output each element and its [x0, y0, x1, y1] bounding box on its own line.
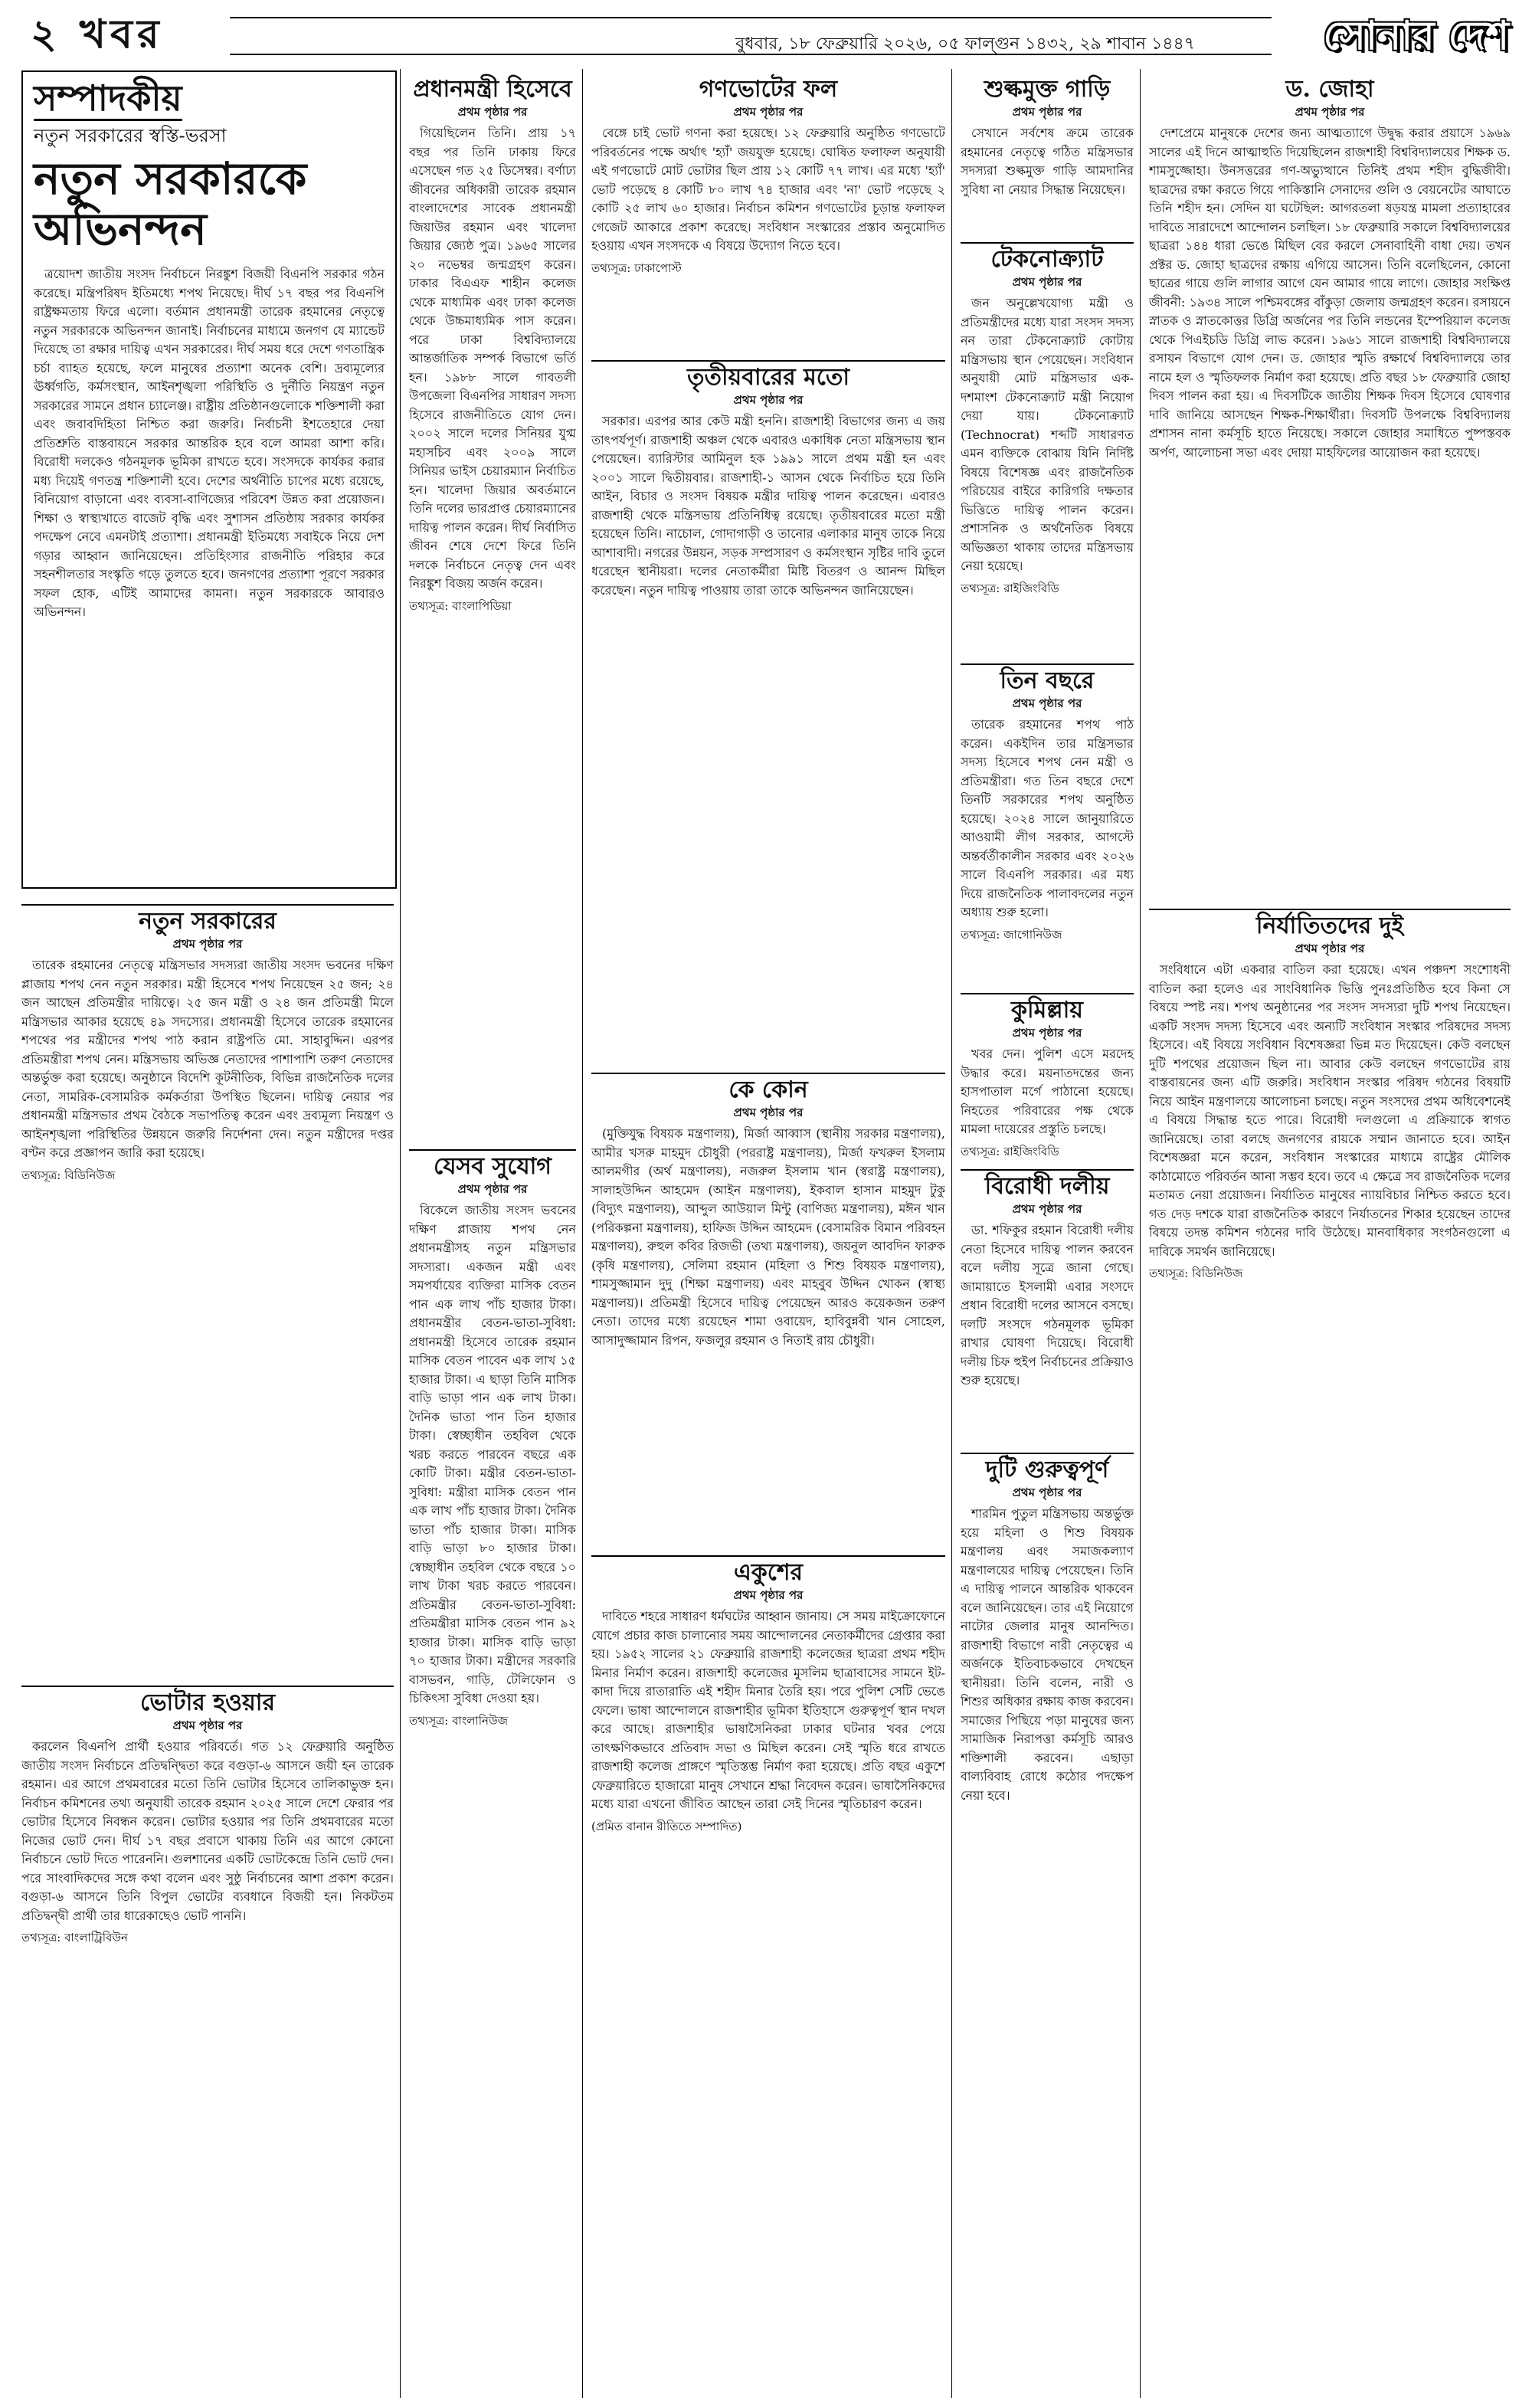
- article-title: নির্যাতিতদের দুই: [1255, 912, 1404, 939]
- article-subtitle: প্রথম পৃষ্ঠার পর: [1012, 275, 1082, 289]
- article-subtitle: প্রথম পৃষ্ঠার পর: [1012, 105, 1082, 119]
- article-body: জন অনুল্লেখযোগ্য মন্ত্রী ও প্রতিমন্ত্রীদের মধ্যে যারা সংসদ সদস্য নন তারা টেকনোক্র্যাট কোটায় মন্ত্রিসভায় স্থান পেয়েছেন। সংবিধান অনুযায়ী মোট মন্ত্রিসভার এক-দশমাংশ টেকনোক্র্যাট মন্ত্রী নিয়োগ দেয়া যায়। টেকনোক্র্যাট (Technocrat) শব্দটি সাধারণত এমন ব্যক্তিকে বোঝায় যিনি নির্দিষ্ট বিষয়ে বিশেষজ্ঞ এবং রাজনৈতিক পরিচয়ের বাইরে কারিগরি দক্ষতার ভিত্তিতে দায়িত্ব পালন করেন। প্রশাসনিক ও অর্থনৈতিক বিষয়ে অভিজ্ঞতা থাকায় তাদের মন্ত্রিসভায় নেয়া হয়েছে।: [961, 296, 1134, 573]
- article-body: (মুক্তিযুদ্ধ বিষয়ক মন্ত্রণালয়), মির্জা আব্বাস (স্থানীয় সরকার মন্ত্রণালয়), আমীর খসরু মাহমুদ চৌধুরী (পররাষ্ট্র মন্ত্রণালয়), মির্জা ফখরুল ইসলাম আলমগীর (অর্থ মন্ত্রণালয়), নজরুল ইসলাম খান (স্বরাষ্ট্র মন্ত্রণালয়), সালাহউদ্দিন আহমেদ (আইন মন্ত্রণালয়), ইকবাল হাসান মাহমুদ টুকু (বিদ্যুৎ মন্ত্রণালয়), আব্দুল আউয়াল মিন্টু (বাণিজ্য মন্ত্রণালয়), মঈন খান (পরিকল্পনা মন্ত্রণালয়), হাফিজ উদ্দিন আহমেদ (বেসামরিক বিমান পরিবহন মন্ত্রণালয়), রুহুল কবির রিজভী (তথ্য মন্ত্রণালয়), জয়নুল আবদিন ফারুক (কৃষি মন্ত্রণালয়), সেলিমা রহমান (মহিলা ও শিশু বিষয়ক মন্ত্রণালয়), শামসুজ্জামান দুদু (শিক্ষা মন্ত্রণালয়) এবং মাহবুব উদ্দিন খোকন (স্বাস্থ্য মন্ত্রণালয়)। প্রতিমন্ত্রী হিসেবে দায়িত্ব পেয়েছেন আরও কয়েকজন তরুণ নেতা। তাদের মধ্যে রয়েছেন শামা ওবায়েদ, হাবিবুন্নবী খান সোহেল, আসাদুজ্জামান রিপন, ফজলুর রহমান ও নিতাই রায় চৌধুরী।: [591, 1126, 945, 1348]
- page-header: [0, 0, 1532, 60]
- article: [21, 1686, 394, 2392]
- column-divider: [582, 69, 583, 2398]
- article-body: ডা. শফিকুর রহমান বিরোধী দলীয় নেতা হিসেবে দায়িত্ব পালন করবেন বলে দলীয় সূত্রে জানা গেছে। জামায়াতে ইসলামী এবার সংসদে প্রধান বিরোধী দলের আসনে বসছে। দলটি সংসদে গঠনমূলক ভূমিকা রাখার ঘোষণা দিয়েছে। বিরোধী দলীয় চিফ হুইপ নির্বাচনের প্রক্রিয়াও শুরু হয়েছে।: [961, 1223, 1134, 1387]
- article-subtitle: প্রথম পৃষ্ঠার পর: [733, 1588, 804, 1602]
- page-number: ২ খবর: [31, 11, 164, 57]
- article: [961, 1453, 1134, 2392]
- article-title: দুটি গুরুত্বপূর্ণ: [985, 1456, 1109, 1483]
- article-title: একুশের: [733, 1559, 804, 1586]
- article-body: খবর দেন। পুলিশ এসে মরদেহ উদ্ধার করে। ময়নাতদন্তের জন্য হাসপাতাল মর্গে পাঠানো হয়েছে। নিহতের পরিবারের পক্ষ থেকে মামলা দায়েরের প্রস্তুতি চলছে।: [961, 1047, 1134, 1136]
- article-title: বিরোধী দলীয়: [984, 1173, 1110, 1200]
- article-subtitle: প্রথম পৃষ্ঠার পর: [1012, 696, 1082, 710]
- article-source: তথ্যসূত্র: ঢাকাপোস্ট: [591, 260, 682, 275]
- article-body: সরকার। এরপর আর কেউ মন্ত্রী হননি। রাজশাহী বিভাগের জন্য এ জয় তাৎপর্যপূর্ণ। রাজশাহী অঞ্চল থেকে এবারও একাধিক নেতা মন্ত্রিসভায় স্থান পেয়েছেন। ব্যারিস্টার আমিনুল হক ১৯৯১ সালে প্রথম মন্ত্রী হন এবং ২০০১ সালে দ্বিতীয়বার। রাজশাহী-১ আসন থেকে নির্বাচিত হয়ে তিনি আইন, বিচার ও সংসদ বিষয়ক মন্ত্রীর দায়িত্ব পালন করেছেন। এবারও রাজশাহী থেকে মন্ত্রিসভায় প্রতিনিধিত্ব রয়েছে। তৃতীয়বারের মতো মন্ত্রী হয়েছেন তিনি। নাচোল, গোদাগাড়ী ও তানোর এলাকার মানুষ তাকে নিয়ে আশাবাদী। নগরের উন্নয়ন, সড়ক সম্প্রসারণ ও কর্মসংস্থান সৃষ্টির দাবি তুলে ধরেছেন স্থানীয়রা। দলের নেতাকর্মীরা মিষ্টি বিতরণ ও আনন্দ মিছিল করেছেন। নতুন দায়িত্ব পাওয়ায় তারা তাকে অভিনন্দন জানিয়েছেন।: [591, 414, 945, 598]
- article-body: দাবিতে শহরে সাধারণ ধর্মঘটের আহ্বান জানায়। সে সময় মাইক্রোফোনে যোগে প্রচার কাজ চালানোর সময় আন্দোলনের নেতাকর্মীদের গ্রেপ্তার করা হয়। ১৯৫২ সালের ২১ ফেব্রুয়ারি রাজশাহী কলেজের ছাত্ররা প্রথম শহীদ মিনার নির্মাণ করেন। রাজশাহী কলেজের মুসলিম ছাত্রাবাসের সামনে ইট-কাদা দিয়ে রাতারাতি এই শহীদ মিনার তৈরি হয়। পরে পুলিশ সেটি ভেঙে ফেলে। ভাষা আন্দোলনে রাজশাহীর ভূমিকা ইতিহাসে গুরুত্বপূর্ণ স্থান দখল করে আছে। রাজশাহীর ভাষাসৈনিকরা ঢাকার ঘটনার খবর পেয়ে তাৎক্ষণিকভাবে প্রতিবাদ সভা ও মিছিল করেন। সেই স্মৃতি ধরে রাখতে রাজশাহী কলেজ প্রাঙ্গণে স্মৃতিস্তম্ভ নির্মাণ করা হয়েছে। প্রতি বছর একুশে ফেব্রুয়ারিতে হাজারো মানুষ সেখানে শ্রদ্ধা নিবেদন করেন। ভাষাসৈনিকদের মধ্যে যারা এখনো জীবিত আছেন তারা সেই দিনের স্মৃতিচারণ করেন।: [591, 1609, 945, 1811]
- article-title: ভোটার হওয়ার: [140, 1689, 275, 1716]
- article: [21, 904, 394, 1679]
- article-title: তিন বছরে: [1000, 667, 1095, 694]
- article-subtitle: প্রথম পৃষ্ঠার পর: [1012, 1202, 1082, 1216]
- editorial-body: ত্রয়োদশ জাতীয় সংসদ নির্বাচনে নিরঙ্কুশ বিজয়ী বিএনপি সরকার গঠন করেছে। মন্ত্রিপরিষদ ইতিমধ্যে শপথ নিয়েছে। দীর্ঘ ১৭ বছর পর বিএনপি রাষ্ট্রক্ষমতায় ফিরে এলো। বর্তমান প্রধানমন্ত্রী তারেক রহমানের নেতৃত্বে নতুন সরকারকে অভিনন্দন জানাই। নির্বাচনের মাধ্যমে জনগণ যে ম্যান্ডেট দিয়েছে তা রক্ষার দায়িত্ব এখন সরকারের। দীর্ঘ সময় ধরে দেশে গণতান্ত্রিক চর্চা ব্যাহত হয়েছে, ফলে মানুষের প্রত্যাশা অনেক বেশি। দ্রব্যমূল্যের ঊর্ধ্বগতি, কর্মসংস্থান, আইনশৃঙ্খলা পরিস্থিতি ও দুর্নীতি নিয়ন্ত্রণ নতুন সরকারের সামনে প্রধান চ্যালেঞ্জ। রাষ্ট্রীয় প্রতিষ্ঠানগুলোকে শক্তিশালী করা এবং জবাবদিহিতা নিশ্চিত করা জরুরি। নির্বাচনী ইশতেহারে দেয়া প্রতিশ্রুতি বাস্তবায়নে সরকার আন্তরিক হবে বলে আমরা আশা করি। বিরোধী দলকেও গঠনমূলক ভূমিকা রাখতে হবে। সংসদকে কার্যকর করার মধ্য দিয়েই গণতন্ত্র শক্তিশালী হবে। দেশের অর্থনীতি চাপের মধ্যে রয়েছে, বিনিয়োগ বাড়ানো এবং ব্যবসা-বাণিজ্যের পরিবেশ উন্নত করা প্রয়োজন। শিক্ষা ও স্বাস্থ্যখাতে বাজেট বৃদ্ধি এবং সুশাসন প্রতিষ্ঠায় সরকার কার্যকর পদক্ষেপ নেবে এমনটাই প্রত্যাশা। প্রধানমন্ত্রী ইতিমধ্যে সবাইকে নিয়ে দেশ গড়ার আহ্বান জানিয়েছেন। প্রতিহিংসার রাজনীতি পরিহার করে সহনশীলতার সংস্কৃতি গড়ে তুলতে হবে। জনগণের প্রত্যাশা পূরণে সরকার সফল হোক, এটিই আমাদের কামনা। নতুন সরকারকে আবারও অভিনন্দন।: [34, 267, 385, 619]
- article: [961, 74, 1134, 234]
- article-body: তারেক রহমানের শপথ পাঠ করেন। একইদিন তার মন্ত্রিসভার সদস্য হিসেবে শপথ নেন মন্ত্রী ও প্রতিমন্ত্রীরা। গত তিন বছরে দেশে তিনটি সরকারের শপথ অনুষ্ঠিত হয়েছে। ২০২৪ সালে জানুয়ারিতে আওয়ামী লীগ সরকার, আগস্টে অন্তর্বর্তীকালীন সরকার এবং ২০২৬ সালে বিএনপি সরকার। এর মধ্য দিয়ে রাজনৈতিক পালাবদলের নতুন অধ্যায় শুরু হলো।: [961, 717, 1134, 919]
- column-divider: [1140, 69, 1141, 2398]
- article-title: শুল্কমুক্ত গাড়ি: [984, 76, 1111, 103]
- editorial-kicker: নতুন সরকারের স্বস্তি-ভরসা: [34, 125, 227, 146]
- editorial-box: [21, 70, 397, 889]
- article: [961, 663, 1134, 987]
- article-title: গণভোটের ফল: [699, 76, 838, 103]
- article: [409, 1149, 576, 2392]
- article-body: বেঙ্গে চাই ভোট গণনা করা হয়েছে। ১২ ফেব্রুয়ারি অনুষ্ঠিত গণভোটে পরিবর্তনের পক্ষে অর্থাৎ 'হ্যাঁ' জয়যুক্ত হয়েছে। ঘোষিত ফলাফল অনুযায়ী এই গণভোটে মোট ভোটার ছিল প্রায় ১২ কোটি ৭৭ লাখ। এর মধ্যে 'হ্যাঁ' ভোট পড়েছে ৪ কোটি ৮০ লাখ ৭৪ হাজার এবং 'না' ভোট পড়েছে ২ কোটি ২৫ লাখ ৬০ হাজার। নির্বাচন কমিশন গণভোটের চূড়ান্ত ফলাফল গেজেট আকারে প্রকাশ করেছে। সংবিধান সংস্কারের প্রস্তাব অনুমোদিত হওয়ায় এখন সংসদকে এ বিষয়ে উদ্যোগ নিতে হবে।: [591, 126, 945, 253]
- header-rule-bottom: [230, 54, 1272, 55]
- article-body: দেশপ্রেমে মানুষকে দেশের জন্য আত্মত্যাগে উদ্বুদ্ধ করার প্রয়াসে ১৯৬৯ সালের এই দিনে আত্মাহুতি দিয়েছিলেন রাজশাহী বিশ্ববিদ্যালয়ের শিক্ষক ড. শামসুজ্জোহা। উনসত্তরের গণ-অভ্যুত্থানে তিনিই প্রথম শহীদ বুদ্ধিজীবী। ছাত্রদের রক্ষা করতে গিয়ে পাকিস্তানি সেনাদের গুলি ও বেয়নেটের আঘাতে তিনি শহীদ হন। সেদিন যা ঘটেছিল: আগরতলা ষড়যন্ত্র মামলা প্রত্যাহারের দাবিতে সারাদেশে আন্দোলন চলছিল। ১৮ ফেব্রুয়ারি সকালে বিশ্ববিদ্যালয়ের ছাত্ররা ১৪৪ ধারা ভেঙে মিছিল বের করলে সেনাবাহিনী বাধা দেয়। তখন প্রক্টর ড. জোহা ছাত্রদের রক্ষায় এগিয়ে আসেন। তিনি বলেছিলেন, কোনো ছাত্রের গায়ে গুলি লাগার আগে যেন আমার গায়ে লাগে। জোহার সংক্ষিপ্ত জীবনী: ১৯৩৪ সালে পশ্চিমবঙ্গের বাঁকুড়া জেলায় জন্মগ্রহণ করেন। রসায়নে স্নাতক ও স্নাতকোত্তর ডিগ্রি অর্জনের পর তিনি লন্ডনের ইম্পেরিয়াল কলেজ থেকে পিএইচডি ডিগ্রি লাভ করেন। ১৯৬১ সালে রাজশাহী বিশ্ববিদ্যালয়ে রসায়ন বিভাগে যোগ দেন। ড. জোহার স্মৃতি রক্ষার্থে বিশ্ববিদ্যালয়ে তার নামে হল ও স্মৃতিফলক নির্মাণ করা হয়েছে। প্রতি বছর ১৮ ফেব্রুয়ারি জোহা দিবস পালন করা হয়। এ দিবসটিকে জাতীয় শিক্ষক দিবস হিসেবে ঘোষণার দাবি জানিয়ে আসছেন শিক্ষক-শিক্ষার্থীরা। দিবসটি উপলক্ষে বিশ্ববিদ্যালয় প্রশাসন নানা কর্মসূচি হাতে নিয়েছে। সকালে জোহার সমাধিতে পুষ্পস্তবক অর্পণ, আলোচনা সভা এবং দোয়া মাহফিলের আয়োজন করা হয়েছে।: [1149, 126, 1511, 460]
- article-body: গিয়েছিলেন তিনি। প্রায় ১৭ বছর পর তিনি ঢাকায় ফিরে এসেছেন গত ২৫ ডিসেম্বর। বর্ণাঢ্য জীবনের অধিকারী তারেক রহমান বাংলাদেশের সাবেক প্রধানমন্ত্রী জিয়াউর রহমান এবং খালেদা জিয়ার জ্যেষ্ঠ পুত্র। ১৯৬৫ সালের ২০ নভেম্বর জন্মগ্রহণ করেন। ঢাকার বিএএফ শাহীন কলেজ থেকে মাধ্যমিক এবং ঢাকা কলেজ থেকে উচ্চমাধ্যমিক পাস করেন। পরে ঢাকা বিশ্ববিদ্যালয়ে আন্তর্জাতিক সম্পর্ক বিভাগে ভর্তি হন। ১৯৮৮ সালে গাবতলী উপজেলা বিএনপির সাধারণ সদস্য হিসেবে রাজনীতিতে যোগ দেন। ২০০২ সালে দলের সিনিয়র যুগ্ম মহাসচিব এবং ২০০৯ সালে সিনিয়র ভাইস চেয়ারম্যান নির্বাচিত হন। খালেদা জিয়ার অবর্তমানে তিনি দলের ভারপ্রাপ্ত চেয়ারম্যানের দায়িত্ব পালন করেন। দীর্ঘ নির্বাসিত জীবন শেষে দেশে ফিরে তিনি দলকে নির্বাচনে নেতৃত্ব দেন এবং নিরঙ্কুশ বিজয় অর্জন করেন।: [409, 126, 576, 591]
- article-title: টেকনোক্র্যাট: [990, 246, 1104, 273]
- article-source: তথ্যসূত্র: বাংলাপিডিয়া: [409, 598, 512, 613]
- article: [591, 1073, 945, 1549]
- article-subtitle: প্রথম পৃষ্ঠার পর: [172, 937, 243, 951]
- article-source: তথ্যসূত্র: জাগোনিউজ: [961, 927, 1062, 942]
- article-title: কুমিল্লায়: [1011, 997, 1083, 1024]
- article-title: কে কোন: [728, 1076, 808, 1103]
- header-rule: [230, 17, 1272, 18]
- article-subtitle: প্রথম পৃষ্ঠার পর: [1295, 942, 1365, 955]
- editorial-headline: নতুন সরকারকে অভিনন্দন: [34, 152, 307, 255]
- article-subtitle: প্রথম পৃষ্ঠার পর: [457, 105, 528, 119]
- article-title: ড. জোহা: [1285, 76, 1374, 103]
- article-body: বিকেলে জাতীয় সংসদ ভবনের দক্ষিণ প্লাজায় শপথ নেন প্রধানমন্ত্রীসহ নতুন মন্ত্রিসভার সদস্যরা। একজন মন্ত্রী এবং সমপর্যায়ের ব্যক্তিরা মাসিক বেতন পান এক লাখ পাঁচ হাজার টাকা। প্রধানমন্ত্রীর বেতন-ভাতা-সুবিধা: প্রধানমন্ত্রী হিসেবে তারেক রহমান মাসিক বেতন পাবেন এক লাখ ১৫ হাজার টাকা। এ ছাড়া তিনি মাসিক বাড়ি ভাড়া পান এক লাখ টাকা। দৈনিক ভাতা পান তিন হাজার টাকা। স্বেচ্ছাধীন তহবিল থেকে খরচ করতে পারবেন বছরে এক কোটি টাকা। মন্ত্রীর বেতন-ভাতা-সুবিধা: মন্ত্রীরা মাসিক বেতন পান এক লাখ পাঁচ হাজার টাকা। দৈনিক ভাতা পাঁচ হাজার টাকা। মাসিক বাড়ি ভাড়া ৮০ হাজার টাকা। স্বেচ্ছাধীন তহবিল থেকে বছরে ১০ লাখ টাকা খরচ করতে পারবেন। প্রতিমন্ত্রীর বেতন-ভাতা-সুবিধা: প্রতিমন্ত্রীরা মাসিক বেতন পান ৯২ হাজার টাকা। মাসিক বাড়ি ভাড়া ৭০ হাজার টাকা। মন্ত্রীদের সরকারি বাসভবন, গাড়ি, টেলিফোন ও চিকিৎসা সুবিধা দেওয়া হয়।: [409, 1203, 576, 1705]
- article: [1149, 74, 1511, 901]
- article-subtitle: প্রথম পৃষ্ঠার পর: [1295, 105, 1365, 119]
- article-source: তথ্যসূত্র: বিডিনিউজ: [1149, 1266, 1243, 1280]
- article-source: তথ্যসূত্র: বাংলানিউজ: [409, 1713, 509, 1728]
- article-body: সংবিধানে এটা একবার বাতিল করা হয়েছে। এখন পঞ্চদশ সংশোধনী বাতিল করা হলেও এর সাংবিধানিক ভিত্তি পুনঃপ্রতিষ্ঠিত হবে কিনা সে বিষয়ে স্পষ্ট নয়। শপথ অনুষ্ঠানের পর সংসদ সদস্যরা দুটি শপথ নিয়েছেন। একটি সংসদ সদস্য হিসেবে এবং অন্যটি সংবিধান সংস্কার পরিষদের সদস্য হিসেবে। এই বিষয়ে সংবিধান বিশেষজ্ঞরা ভিন্ন মত দিয়েছেন। কেউ বলছেন দুটি শপথের প্রয়োজন ছিল না। আবার কেউ বলছেন গণভোটের রায় বাস্তবায়নের জন্য এটি জরুরি। সংবিধান সংস্কার পরিষদ গঠনের বিষয়টি নিয়ে আইন মন্ত্রণালয়ে আলোচনা চলছে। নতুন সংসদের প্রথম অধিবেশনেই এ বিষয়ে সিদ্ধান্ত হতে পারে। বিরোধী দলগুলো এ প্রক্রিয়াকে স্বাগত জানিয়েছে। তারা বলছে জনগণের রায়কে সম্মান জানাতে হবে। আইন বিশেষজ্ঞরা মনে করেন, সংবিধান সংস্কারের মাধ্যমে রাষ্ট্রের মৌলিক কাঠামোতে পরিবর্তন আনা সম্ভব হবে। তবে এ ক্ষেত্রে সব রাজনৈতিক দলের মতামত নেয়া প্রয়োজন। নির্যাতিত মানুষের ন্যায়বিচার নিশ্চিত করতে হবে। গত দেড় দশকে যারা রাজনৈতিক কারণে নির্যাতনের শিকার হয়েছেন তাদের বিষয়ে তদন্ত কমিশন গঠনের দাবি উঠেছে। মানবাধিকার সংগঠনগুলো এ দাবিকে সমর্থন জানিয়েছে।: [1149, 962, 1511, 1259]
- article-subtitle: প্রথম পৃষ্ঠার পর: [172, 1718, 243, 1732]
- newspaper-logo: সোনার দেশ: [1323, 12, 1509, 59]
- article: [961, 993, 1134, 1163]
- article-subtitle: প্রথম পৃষ্ঠার পর: [733, 393, 804, 407]
- article-subtitle: প্রথম পৃষ্ঠার পর: [733, 1106, 804, 1119]
- article-source: তথ্যসূত্র: রাইজিংবিডি: [961, 581, 1059, 595]
- article-body: শারমিন পুতুল মন্ত্রিসভায় অন্তর্ভুক্ত হয়ে মহিলা ও শিশু বিষয়ক মন্ত্রণালয় এবং সমাজকল্যাণ মন্ত্রণালয়ের দায়িত্ব পেয়েছেন। তিনি এ দায়িত্ব পালনে আন্তরিক থাকবেন বলে জানিয়েছেন। তার এই নিয়োগে নাটোর জেলার মানুষ আনন্দিত। রাজশাহী বিভাগে নারী নেতৃত্বের এ অর্জনকে ইতিবাচকভাবে দেখছেন স্থানীয়রা। তিনি বলেন, নারী ও শিশুর অধিকার রক্ষায় কাজ করবেন। সমাজের পিছিয়ে পড়া মানুষের জন্য সামাজিক নিরাপত্তা কর্মসূচি আরও শক্তিশালী করবেন। এছাড়া বাল্যবিবাহ রোধে কঠোর পদক্ষেপ নেয়া হবে।: [961, 1506, 1134, 1803]
- article-body: করলেন বিএনপি প্রার্থী হওয়ার পরিবর্তে। গত ১২ ফেব্রুয়ারি অনুষ্ঠিত জাতীয় সংসদ নির্বাচনে প্রতিদ্বন্দ্বিতা করে বগুড়া-৬ আসনে জয়ী হন তারেক রহমান। এর আগে প্রথমবারের মতো তিনি ভোটার হিসেবে তালিকাভুক্ত হন। নির্বাচন কমিশনের তথ্য অনুযায়ী তারেক রহমান ২০২৫ সালে দেশে ফেরার পর ভোটার হিসেবে নিবন্ধন করেন। ভোটার হওয়ার পর তিনি প্রথমবারের মতো নিজের ভোট দেন। দীর্ঘ ১৭ বছর প্রবাসে থাকায় তিনি এর আগে কোনো নির্বাচনে ভোট দিতে পারেননি। গুলশানের একটি ভোটকেন্দ্রে তিনি ভোট দেন। পরে সাংবাদিকদের সঙ্গে কথা বলেন এবং সুষ্ঠু নির্বাচনের আশা প্রকাশ করেন। বগুড়া-৬ আসনে তিনি বিপুল ভোটের ব্যবধানে বিজয়ী হন। নিকটতম প্রতিদ্বন্দ্বী প্রার্থী তার ধারেকাছেও ভোট পাননি।: [21, 1739, 394, 1923]
- article-title: তৃতীয়বারের মতো: [686, 364, 850, 391]
- article-body: সেখানে সর্বশেষ ক্রমে তারেক রহমানের নেতৃত্বে গঠিত মন্ত্রিসভার সদস্যরা শুল্কমুক্ত গাড়ি আমদানির সুবিধা না নেয়ার সিদ্ধান্ত নিয়েছেন।: [961, 126, 1134, 197]
- article-body: তারেক রহমানের নেতৃত্বে মন্ত্রিসভার সদস্যরা জাতীয় সংসদ ভবনের দক্ষিণ প্লাজায় শপথ নেন নতুন সরকার। মন্ত্রী হিসেবে শপথ নিয়েছেন ২৫ জন; ২৪ জন আছেন প্রতিমন্ত্রীর দায়িত্বে। ২৫ জন মন্ত্রী ও ২৪ জন প্রতিমন্ত্রী মিলে মন্ত্রিসভার আকার হয়েছে ৪৯ সদস্যের। প্রধানমন্ত্রী হিসেবে তারেক রহমানের শপথের পর মন্ত্রীদের শপথ পাঠ করান রাষ্ট্রপতি মো. সাহাবুদ্দিন। এরপর প্রতিমন্ত্রীরা শপথ নেন। মন্ত্রিসভায় অভিজ্ঞ নেতাদের পাশাপাশি তরুণ নেতাদের অন্তর্ভুক্ত করা হয়েছে। অনুষ্ঠানে বিদেশি কূটনীতিক, বিভিন্ন রাজনৈতিক দলের নেতা, সামরিক-বেসামরিক কর্মকর্তারা উপস্থিত ছিলেন। দায়িত্ব নেয়ার পর প্রধানমন্ত্রী মন্ত্রিসভার প্রথম বৈঠকে সভাপতিত্ব করেন এবং দ্রব্যমূল্য নিয়ন্ত্রণ ও আইনশৃঙ্খলা পরিস্থিতির উন্নয়নে জরুরি নির্দেশনা দেন। নতুন মন্ত্রীদের দপ্তর বণ্টন করে প্রজ্ঞাপন জারি করা হয়েছে।: [21, 958, 394, 1160]
- article-subtitle: প্রথম পৃষ্ঠার পর: [733, 105, 804, 119]
- article-title: নতুন সরকারের: [139, 908, 277, 935]
- editorial-label: সম্পাদকীয়: [23, 72, 395, 123]
- article-source: তথ্যসূত্র: বাংলাট্রিবিউন: [21, 1931, 128, 1944]
- article-subtitle: প্রথম পৃষ্ঠার পর: [1012, 1486, 1082, 1499]
- article: [961, 242, 1134, 657]
- article-subtitle: প্রথম পৃষ্ঠার পর: [1012, 1026, 1082, 1040]
- article: [961, 1169, 1134, 1446]
- article-source: তথ্যসূত্র: রাইজিংবিডি: [961, 1144, 1059, 1158]
- date-line: বুধবার, ১৮ ফেব্রুয়ারি ২০২৬, ০৫ ফাল্গুন ১৪৩২, ২৯ শাবান ১৪৪৭: [735, 34, 1196, 54]
- article-source: (প্রমিত বানান রীতিতে সম্পাদিত): [591, 1819, 742, 1833]
- article-subtitle: প্রথম পৃষ্ঠার পর: [457, 1182, 528, 1196]
- article-title: প্রধানমন্ত্রী হিসেবে: [413, 76, 572, 103]
- column-divider: [400, 69, 401, 2398]
- article: [591, 360, 945, 1066]
- column-divider: [951, 69, 952, 2398]
- article: [1149, 909, 1511, 2392]
- article-title: যেসব সুযোগ: [434, 1153, 552, 1180]
- article: [409, 74, 576, 1138]
- article-source: তথ্যসূত্র: বিডিনিউজ: [21, 1168, 116, 1182]
- article: [591, 1555, 945, 2392]
- article: [591, 74, 945, 349]
